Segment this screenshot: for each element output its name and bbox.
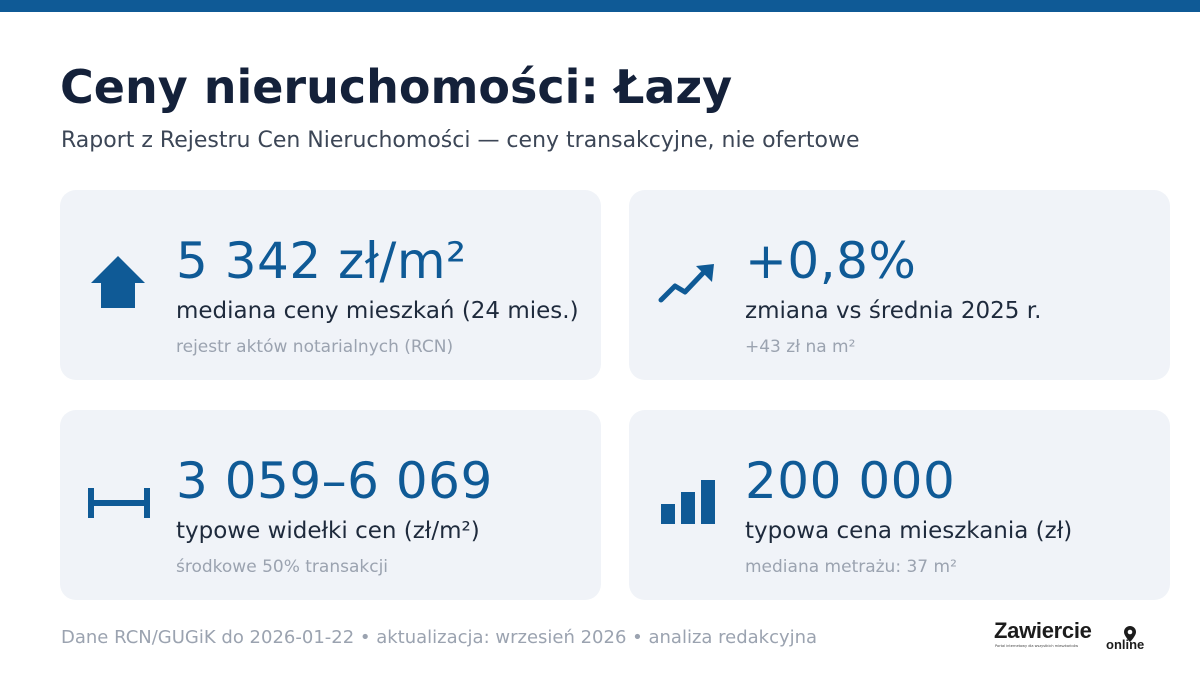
stat-value: 200 000 [745, 452, 956, 510]
stat-label: mediana ceny mieszkań (24 mies.) [176, 298, 579, 324]
brand-logo[interactable] [994, 618, 1144, 658]
stat-value: 3 059–6 069 [176, 452, 493, 510]
stat-note: +43 zł na m² [745, 337, 856, 357]
house-icon [91, 256, 145, 312]
brand-suffix: online [1106, 637, 1145, 652]
stat-label: zmiana vs średnia 2025 r. [745, 298, 1042, 324]
page-subtitle: Raport z Rejestru Cen Nieruchomości — ceny transakcyjne, nie ofertowe [61, 128, 860, 153]
stat-note: rejestr aktów notarialnych (RCN) [176, 337, 454, 357]
stat-label: typowa cena mieszkania (zł) [745, 518, 1073, 544]
stat-value: +0,8% [745, 232, 917, 290]
brand-name: Zawiercie [994, 618, 1092, 643]
stat-card-change [629, 190, 1170, 380]
stat-note: mediana metrażu: 37 m² [745, 557, 957, 577]
top-accent-bar [0, 0, 1200, 12]
stat-label: typowe widełki cen (zł/m²) [176, 518, 480, 544]
range-icon [88, 488, 150, 522]
bar-chart-icon [661, 478, 717, 528]
page-title: Ceny nieruchomości: Łazy [60, 60, 733, 114]
stat-note: środkowe 50% transakcji [176, 557, 389, 577]
stat-card-price-range [60, 410, 601, 600]
stat-value: 5 342 zł/m² [176, 232, 467, 290]
stat-card-typical-price [629, 410, 1170, 600]
brand-tagline: Portal internetowy dla wszystkich mieszkańców [995, 644, 1079, 648]
stat-card-median-price [60, 190, 601, 380]
source-footer: Dane RCN/GUGiK do 2026-01-22 • aktualizacja: wrzesień 2026 • analiza redakcyjna [61, 627, 818, 648]
trend-up-icon [658, 262, 718, 310]
